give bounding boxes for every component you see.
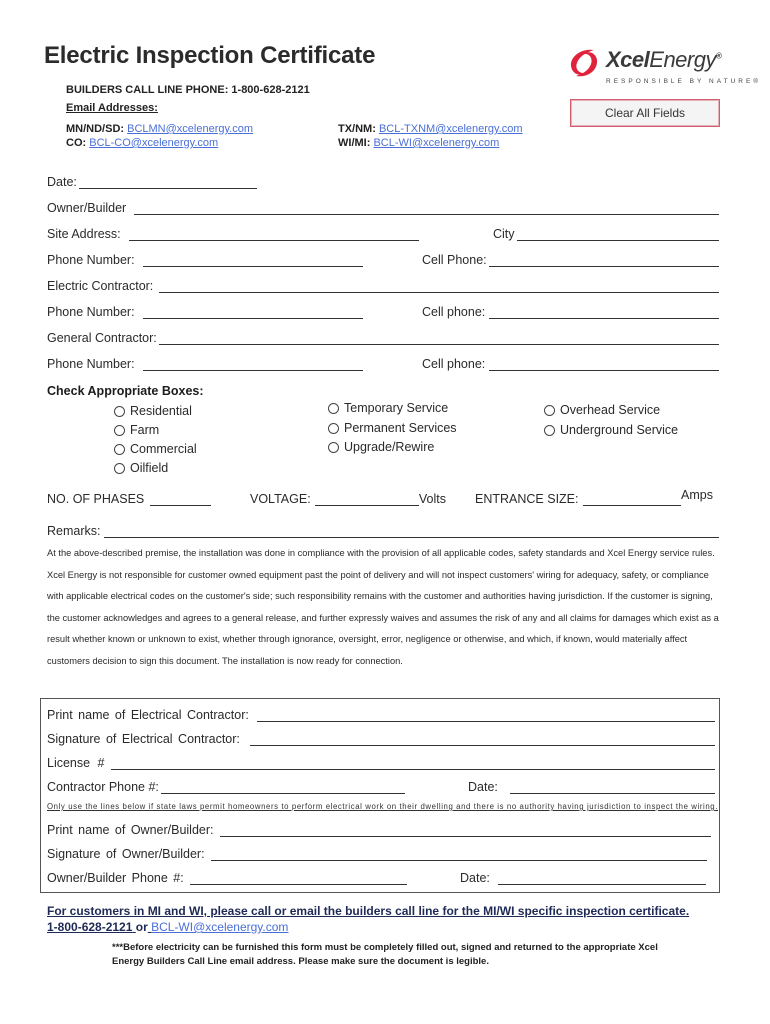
phone-row-1: Phone Number: bbox=[47, 253, 363, 267]
email-txnm: TX/NM: BCL-TXNM@xcelenergy.com bbox=[338, 123, 523, 135]
option-farm[interactable]: Farm bbox=[114, 423, 159, 437]
radio-icon[interactable] bbox=[328, 423, 339, 434]
general-contractor-field[interactable] bbox=[159, 331, 719, 345]
owner-builder-field[interactable] bbox=[134, 201, 719, 215]
signature-ob-row: Signature of Owner/Builder: bbox=[47, 847, 707, 861]
xcel-logo-icon bbox=[566, 46, 602, 80]
site-address-field[interactable] bbox=[129, 227, 419, 241]
cell-field-3[interactable] bbox=[489, 357, 719, 371]
voltage-row: VOLTAGE: Volts bbox=[250, 492, 446, 506]
electric-contractor-row: Electric Contractor: bbox=[47, 279, 719, 293]
ob-date-row: Date: bbox=[460, 871, 706, 885]
date-field[interactable] bbox=[79, 175, 257, 189]
check-boxes-heading: Check Appropriate Boxes: bbox=[47, 384, 204, 398]
radio-icon[interactable] bbox=[114, 444, 125, 455]
email-co: CO: BCL-CO@xcelenergy.com bbox=[66, 137, 219, 149]
license-row: License # bbox=[47, 756, 715, 770]
mi-phone[interactable]: 1-800-628-2121 bbox=[47, 920, 133, 934]
license-field[interactable] bbox=[111, 756, 715, 770]
email-mnndsd: MN/ND/SD: BCLMN@xcelenergy.com bbox=[66, 123, 254, 135]
logo-tagline: RESPONSIBLE BY NATURE® bbox=[606, 78, 762, 85]
phases-field[interactable] bbox=[150, 492, 211, 506]
phone-row-2: Phone Number: bbox=[47, 305, 363, 319]
entrance-size-row: ENTRANCE SIZE: Amps bbox=[475, 488, 713, 506]
voltage-field[interactable] bbox=[315, 492, 419, 506]
radio-icon[interactable] bbox=[544, 405, 555, 416]
final-note: ***Before electricity can be furnished this form must be completely filled out, signed and returned to the appropriate Xcel Energy Builders Call Line email address. Please make sure the document is legible. bbox=[112, 942, 658, 967]
ob-date-field[interactable] bbox=[498, 871, 706, 885]
contractor-date-field[interactable] bbox=[510, 780, 715, 794]
cell-field-2[interactable] bbox=[489, 305, 719, 319]
builders-call-line: BUILDERS CALL LINE PHONE: 1-800-628-2121 bbox=[66, 84, 310, 96]
phone-field-2[interactable] bbox=[143, 305, 363, 319]
phone-field-1[interactable] bbox=[143, 253, 363, 267]
owner-builder-row: Owner/Builder bbox=[47, 201, 719, 215]
signature-ob-field[interactable] bbox=[211, 847, 707, 861]
phases-row: NO. OF PHASES bbox=[47, 492, 211, 506]
phone-row-3: Phone Number: bbox=[47, 357, 363, 371]
radio-icon[interactable] bbox=[114, 463, 125, 474]
phone-field-3[interactable] bbox=[143, 357, 363, 371]
city-row: City bbox=[493, 227, 719, 241]
contractor-phone-row: Contractor Phone #: bbox=[47, 780, 405, 794]
cell-field-1[interactable] bbox=[489, 253, 719, 267]
cell-row-1: Cell Phone: bbox=[422, 253, 719, 267]
option-oilfield[interactable]: Oilfield bbox=[114, 461, 168, 475]
option-temporary-service[interactable]: Temporary Service bbox=[328, 401, 448, 415]
print-name-ob-field[interactable] bbox=[220, 823, 712, 837]
print-name-ec-row: Print name of Electrical Contractor: bbox=[47, 708, 715, 722]
email-link[interactable]: BCLMN@xcelenergy.com bbox=[127, 123, 254, 135]
contractor-phone-field[interactable] bbox=[161, 780, 405, 794]
option-permanent-services[interactable]: Permanent Services bbox=[328, 421, 457, 435]
cell-row-3: Cell phone: bbox=[422, 357, 719, 371]
radio-icon[interactable] bbox=[328, 403, 339, 414]
mi-wi-note: For customers in MI and WI, please call or email the builders call line for the MI/WI specific inspection certificate. 1-800-628-2121 or BCL-WI@xcelenergy.com bbox=[47, 904, 690, 934]
remarks-field[interactable] bbox=[104, 524, 719, 538]
radio-icon[interactable] bbox=[114, 425, 125, 436]
site-address-row: Site Address: bbox=[47, 227, 419, 241]
option-overhead-service[interactable]: Overhead Service bbox=[544, 403, 660, 417]
option-underground-service[interactable]: Underground Service bbox=[544, 423, 678, 437]
option-commercial[interactable]: Commercial bbox=[114, 442, 197, 456]
signature-box bbox=[40, 698, 720, 893]
email-link[interactable]: BCL-WI@xcelenergy.com bbox=[373, 137, 500, 149]
remarks-row: Remarks: bbox=[47, 524, 719, 538]
entrance-size-field[interactable] bbox=[583, 492, 682, 506]
electric-contractor-field[interactable] bbox=[159, 279, 719, 293]
cell-row-2: Cell phone: bbox=[422, 305, 719, 319]
general-contractor-row: General Contractor: bbox=[47, 331, 719, 345]
email-heading: Email Addresses: bbox=[66, 102, 158, 114]
ob-phone-field[interactable] bbox=[190, 871, 407, 885]
homeowner-note: Only use the lines below if state laws permit homeowners to perform electrical work on their dwelling and there is no authority having jurisdiction to inspect the wiring. bbox=[47, 802, 719, 811]
city-field[interactable] bbox=[517, 227, 719, 241]
clear-all-fields-button[interactable]: Clear All Fields bbox=[570, 99, 720, 127]
radio-icon[interactable] bbox=[114, 406, 125, 417]
page-title: Electric Inspection Certificate bbox=[44, 42, 376, 69]
print-name-ob-row: Print name of Owner/Builder: bbox=[47, 823, 711, 837]
email-wimi: WI/MI: BCL-WI@xcelenergy.com bbox=[338, 137, 500, 149]
logo-name: XcelEnergy® bbox=[606, 47, 722, 72]
radio-icon[interactable] bbox=[544, 425, 555, 436]
email-link[interactable]: BCL-TXNM@xcelenergy.com bbox=[378, 123, 523, 135]
option-residential[interactable]: Residential bbox=[114, 404, 192, 418]
option-upgrade-rewire[interactable]: Upgrade/Rewire bbox=[328, 440, 434, 454]
mi-email-link[interactable]: BCL-WI@xcelenergy.com bbox=[151, 920, 289, 934]
signature-ec-row: Signature of Electrical Contractor: bbox=[47, 732, 715, 746]
signature-ec-field[interactable] bbox=[250, 732, 715, 746]
email-link[interactable]: BCL-CO@xcelenergy.com bbox=[89, 137, 219, 149]
print-name-ec-field[interactable] bbox=[257, 708, 715, 722]
contractor-date-row: Date: bbox=[468, 780, 715, 794]
radio-icon[interactable] bbox=[328, 442, 339, 453]
ob-phone-row: Owner/Builder Phone #: bbox=[47, 871, 407, 885]
date-row: Date: bbox=[47, 175, 257, 189]
disclaimer-text: At the above-described premise, the installation was done in compliance with the provision of all applicable codes, safety standards and Xcel Energy service rules. Xcel Energy is not responsible for customer owned equipment past the point of delivery and will not inspect customers' wiring for adequacy, safety, or compliance with applicable electrical codes on the customer's side; such responsibility remains with the customer and authorities having jurisdiction. If the customer is signing, the customer acknowledges and agrees to a general release, and further expressly waives and assumes the risk of any and all claims for damages which exist as a result whether known or unknown to exist, whether through ignorance, oversight, error, negligence or otherwise, and which, if known, would materially affect customers decision to sign this document. The installation is now ready for connection. bbox=[47, 548, 719, 666]
